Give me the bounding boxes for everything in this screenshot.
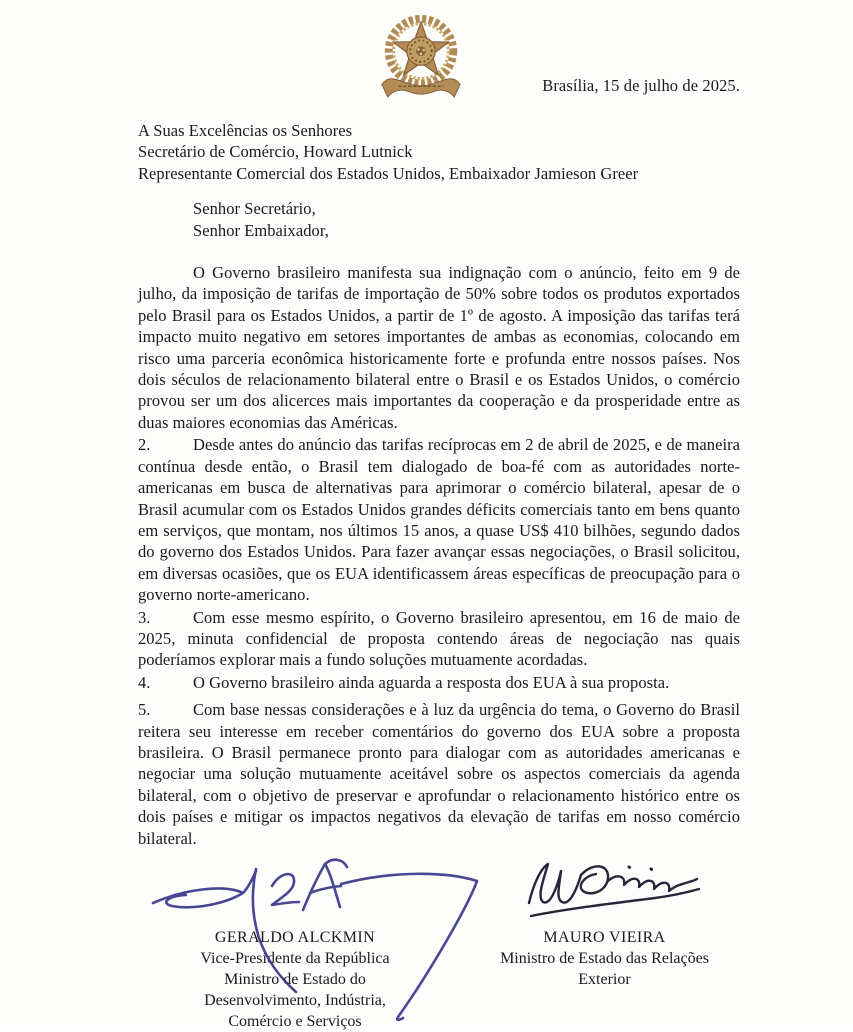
paragraph-4: [138, 672, 740, 693]
signer-title-4: Comércio e Serviços: [228, 1013, 362, 1030]
signer-title-1: Ministro de Estado das Relações: [500, 950, 709, 967]
salutation-block: [193, 198, 740, 241]
signer-name-alckmin: GERALDO ALCKMIN: [214, 929, 376, 946]
paragraph-2: [138, 434, 740, 605]
signer-title-2: Exterior: [578, 971, 631, 988]
paragraph-5-text: Com base nessas considerações e à luz da urgência do tema, o Governo do Brasil reitera seu interesse em receber comentários do governo dos EUA sobre a proposta brasileira. O Brasil permanece pronto para dialogar com as autoridades americanas e negociar uma solução mutuamente aceitável sobre os aspectos comerciais da agenda bilateral, com o objetivo de preservar e aprofundar o relacionamento histórico entre os dois países e mitigar os impactos negativos da elevação de tarifas em nosso comércio bilateral.: [138, 700, 740, 848]
addressee-line-1: A Suas Excelências os Senhores: [138, 121, 353, 140]
salutation-line-2: Senhor Embaixador,: [193, 220, 329, 240]
paragraph-4-number: 4.: [138, 672, 151, 692]
addressee-line-3: Representante Comercial dos Estados Unidos, Embaixador Jamieson Greer: [138, 163, 639, 183]
signer-title-3: Desenvolvimento, Indústria,: [204, 992, 386, 1009]
date-line: Brasília, 15 de julho de 2025.: [542, 76, 740, 95]
paragraph-5: [138, 699, 740, 849]
signer-title-2: Ministro de Estado do: [224, 971, 366, 988]
signature-block-alckmin: [140, 927, 450, 1032]
paragraph-3: [138, 607, 740, 671]
paragraph-3-number: 3.: [138, 607, 151, 627]
paragraph-1-text: O Governo brasileiro manifesta sua indignação com o anúncio, feito em 9 de julho, da imposição de tarifas de importação de 50% sobre todos os produtos exportados pelo Brasil para os Estados Unidos, a partir de 1º de agosto. A imposição das tarifas terá impacto muito negativo em setores importantes de ambas as economias, colocando em risco uma parceria econômica historicamente forte e profunda entre nossos países. Nos dois séculos de relacionamento bilateral entre o Brasil e os Estados Unidos, o comércio provou ser um dos alicerces mais importantes da cooperação e da prosperidade entre as duas maiores economias das Américas.: [138, 263, 740, 432]
paragraph-5-number: 5.: [138, 700, 151, 720]
signature-block-vieira: [462, 927, 747, 990]
paragraph-1: [138, 262, 740, 433]
vieira-signature-icon: [529, 864, 699, 916]
salutation-line-1: Senhor Secretário,: [193, 199, 316, 219]
signer-name-vieira: MAURO VIEIRA: [543, 929, 666, 946]
paragraph-3-text: Com esse mesmo espírito, o Governo brasileiro apresentou, em 16 de maio de 2025, minuta confidencial de proposta contendo áreas de negociação nas quais poderíamos explorar mais a fundo soluções mutuamente acordadas.: [138, 607, 740, 670]
addressee-block: [138, 120, 740, 184]
paragraph-2-text: Desde antes do anúncio das tarifas recíprocas em 2 de abril de 2025, e de maneira contínua desde então, o Brasil tem dialogado de boa-fé com as autoridades norte-americanas em busca de alternativas para aprimorar o comércio bilateral, apesar de o Brasil acumular com os Estados Unidos grandes déficits comerciais tanto em bens quanto em serviços, que montam, nos últimos 15 anos, a quase US$ 410 bilhões, segundo dados do governo dos Estados Unidos. Para fazer avançar essas negociações, o Brasil solicitou, em diversas ocasiões, que os EUA identificassem áreas específicas de preocupação para o governo norte-americano.: [138, 435, 740, 605]
signer-title-1: Vice-Presidente da República: [200, 950, 390, 967]
addressee-line-2: Secretário de Comércio, Howard Lutnick: [138, 142, 413, 162]
paragraph-2-number: 2.: [138, 435, 151, 455]
paragraph-4-text: O Governo brasileiro ainda aguarda a resposta dos EUA à sua proposta.: [193, 672, 670, 692]
letter-body: [138, 120, 740, 850]
